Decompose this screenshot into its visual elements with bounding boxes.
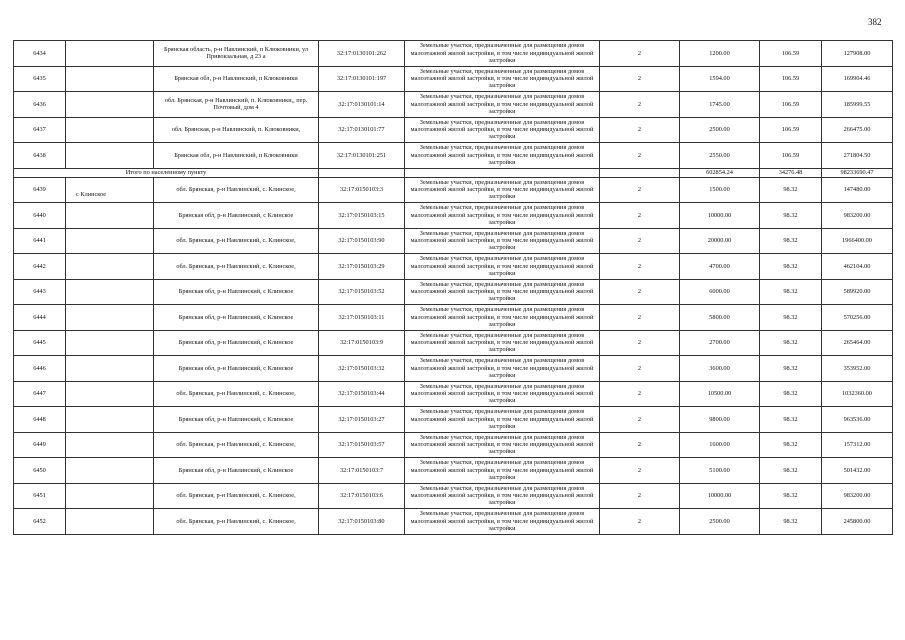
row-land-purpose: Земельные участки, предназначенные для размещения домов малоэтажной жилой застройки, в том числе индивидуальной жилой застройки [405,330,600,356]
total-area: 602854.24 [680,168,760,177]
row-address: обл. Брянская, р-н Навлинский, с. Клинское, [154,432,319,458]
row-category: 2 [600,92,680,118]
total-rate: 34276.48 [760,168,822,177]
total-empty-cat [600,168,680,177]
row-category: 2 [600,41,680,67]
row-empty-cell [66,458,154,484]
row-category: 2 [600,177,680,203]
row-area: 2500.00 [680,117,760,143]
row-land-purpose: Земельные участки, предназначенные для размещения домов малоэтажной жилой застройки, в том числе индивидуальной жилой застройки [405,509,600,535]
row-area: 1200.00 [680,41,760,67]
row-area: 6000.00 [680,279,760,305]
row-rate: 98.32 [760,407,822,433]
table-row [14,66,893,92]
row-address: Брянская обл, р-н Навлинский, с Клинское [154,356,319,382]
table-row [14,279,893,305]
row-number: 6440 [14,203,66,229]
row-rate: 98.32 [760,509,822,535]
row-cadastral-number: 32:17:0150103:11 [319,305,405,331]
row-rate: 98.32 [760,356,822,382]
row-address: Брянская обл, р-н Навлинский, с Клинское [154,458,319,484]
row-cadastral-value: 265464.00 [822,330,893,356]
row-empty-cell [66,41,154,67]
row-category: 2 [600,356,680,382]
row-empty-cell [66,66,154,92]
row-area: 20000.00 [680,228,760,254]
row-empty-cell [66,330,154,356]
row-area: 1745.00 [680,92,760,118]
row-rate: 106.59 [760,66,822,92]
row-category: 2 [600,458,680,484]
row-empty-cell [66,203,154,229]
row-area: 1500.00 [680,177,760,203]
row-cadastral-value: 245800.00 [822,509,893,535]
row-number: 6451 [14,483,66,509]
row-number: 6450 [14,458,66,484]
row-category: 2 [600,483,680,509]
row-rate: 98.32 [760,177,822,203]
locality-label: с Клинское [76,191,107,198]
row-area: 4700.00 [680,254,760,280]
table-row [14,381,893,407]
row-number: 6437 [14,117,66,143]
row-land-purpose: Земельные участки, предназначенные для размещения домов малоэтажной жилой застройки, в том числе индивидуальной жилой застройки [405,117,600,143]
row-land-purpose: Земельные участки, предназначенные для размещения домов малоэтажной жилой застройки, в том числе индивидуальной жилой застройки [405,279,600,305]
row-cadastral-number: 32:17:0150103:57 [319,432,405,458]
row-empty-cell [66,483,154,509]
row-category: 2 [600,432,680,458]
table-row [14,330,893,356]
row-area: 10500.00 [680,381,760,407]
row-area: 2500.00 [680,509,760,535]
row-area: 1594.00 [680,66,760,92]
row-land-purpose: Земельные участки, предназначенные для размещения домов малоэтажной жилой застройки, в том числе индивидуальной жилой застройки [405,203,600,229]
row-empty-cell [66,228,154,254]
row-address: Брянская обл, р-н Навлинский, с Клинское [154,330,319,356]
row-land-purpose: Земельные участки, предназначенные для размещения домов малоэтажной жилой застройки, в том числе индивидуальной жилой застройки [405,177,600,203]
row-cadastral-number: 32:17:0150103:44 [319,381,405,407]
row-address: обл. Брянская, р-н Навлинский, с. Клинское, [154,509,319,535]
row-cadastral-number: 32:17:0150103:3 [319,177,405,203]
row-rate: 106.59 [760,117,822,143]
row-category: 2 [600,117,680,143]
total-value: 98233690.47 [822,168,893,177]
row-area: 1600.00 [680,432,760,458]
row-number: 6447 [14,381,66,407]
row-area: 9800.00 [680,407,760,433]
row-empty-cell [66,254,154,280]
row-rate: 106.59 [760,92,822,118]
table-row [14,228,893,254]
row-cadastral-value: 501432.00 [822,458,893,484]
row-category: 2 [600,381,680,407]
row-empty-cell [66,143,154,169]
row-land-purpose: Земельные участки, предназначенные для размещения домов малоэтажной жилой застройки, в том числе индивидуальной жилой застройки [405,66,600,92]
row-number: 6452 [14,509,66,535]
row-area: 3600.00 [680,356,760,382]
row-empty-cell [66,407,154,433]
row-rate: 98.32 [760,381,822,407]
row-rate: 98.32 [760,228,822,254]
table-body-lower [14,177,893,534]
table-row [14,41,893,67]
row-number: 6443 [14,279,66,305]
row-address: Брянская обл, р-н Навлинский, с Клинское [154,279,319,305]
row-land-purpose: Земельные участки, предназначенные для размещения домов малоэтажной жилой застройки, в том числе индивидуальной жилой застройки [405,356,600,382]
row-address: Брянская обл, р-н Навлинский, с Клинское [154,407,319,433]
row-cadastral-value: 462104.00 [822,254,893,280]
row-number: 6444 [14,305,66,331]
row-land-purpose: Земельные участки, предназначенные для размещения домов малоэтажной жилой застройки, в том числе индивидуальной жилой застройки [405,41,600,67]
row-rate: 106.59 [760,143,822,169]
row-land-purpose: Земельные участки, предназначенные для размещения домов малоэтажной жилой застройки, в том числе индивидуальной жилой застройки [405,254,600,280]
row-number: 6436 [14,92,66,118]
table-row [14,407,893,433]
row-area: 2700.00 [680,330,760,356]
row-land-purpose: Земельные участки, предназначенные для размещения домов малоэтажной жилой застройки, в том числе индивидуальной жилой застройки [405,407,600,433]
table-row [14,483,893,509]
row-empty-cell [66,432,154,458]
row-rate: 98.32 [760,432,822,458]
table-row [14,509,893,535]
row-address: обл. Брянская, р-н Навлинский, с. Клинское, [154,254,319,280]
row-address: Брянская обл, р-н Навлинский, с Клинское [154,305,319,331]
row-area: 5800.00 [680,305,760,331]
table-row [14,432,893,458]
row-address: обл. Брянская, р-н Навлинский, с. Клинское, [154,177,319,203]
total-empty-purpose [405,168,600,177]
total-empty-cad [319,168,405,177]
row-category: 2 [600,203,680,229]
row-area: 10000.00 [680,483,760,509]
row-category: 2 [600,228,680,254]
row-cadastral-number: 32:17:0150103:90 [319,228,405,254]
row-land-purpose: Земельные участки, предназначенные для размещения домов малоэтажной жилой застройки, в том числе индивидуальной жилой застройки [405,143,600,169]
row-land-purpose: Земельные участки, предназначенные для размещения домов малоэтажной жилой застройки, в том числе индивидуальной жилой застройки [405,228,600,254]
table-row [14,356,893,382]
row-cadastral-number: 32:17:0150103:80 [319,509,405,535]
row-empty-cell [66,509,154,535]
row-land-purpose: Земельные участки, предназначенные для размещения домов малоэтажной жилой застройки, в том числе индивидуальной жилой застройки [405,458,600,484]
row-land-purpose: Земельные участки, предназначенные для размещения домов малоэтажной жилой застройки, в том числе индивидуальной жилой застройки [405,305,600,331]
row-number: 6434 [14,41,66,67]
row-cadastral-number: 32:17:0130101:262 [319,41,405,67]
table-row [14,254,893,280]
row-cadastral-number: 32:17:0150103:52 [319,279,405,305]
row-cadastral-value: 1966400.00 [822,228,893,254]
table-row [14,92,893,118]
row-cadastral-value: 353952.00 [822,356,893,382]
row-rate: 98.32 [760,305,822,331]
row-category: 2 [600,407,680,433]
row-cadastral-value: 127908.00 [822,41,893,67]
row-address: Брянская обл, р-н Навлинский, с Клинское [154,203,319,229]
row-address: обл. Брянская, р-н Навлинский, п. Клюковники,, пер. Почтовый, дом 4 [154,92,319,118]
row-cadastral-value: 266475.00 [822,117,893,143]
row-cadastral-number: 32:17:0150103:7 [319,458,405,484]
total-row [14,168,893,177]
row-number: 6448 [14,407,66,433]
table-total-section [14,168,893,177]
row-address: обл. Брянская, р-н Навлинский, с. Клинское, [154,483,319,509]
table-row [14,458,893,484]
row-land-purpose: Земельные участки, предназначенные для размещения домов малоэтажной жилой застройки, в том числе индивидуальной жилой застройки [405,432,600,458]
total-label: Итого по населенному пункту [14,168,319,177]
row-cadastral-value: 147480.00 [822,177,893,203]
row-cadastral-value: 983200.00 [822,483,893,509]
row-empty-cell [66,305,154,331]
row-area: 5100.00 [680,458,760,484]
row-cadastral-value: 570256.00 [822,305,893,331]
row-rate: 98.32 [760,203,822,229]
row-cadastral-number: 32:17:0150103:9 [319,330,405,356]
row-address: Брянская область, р-н Навлинский, п Клюковники, ул Привокзальная, д 23 а [154,41,319,67]
table-body-upper [14,41,893,169]
row-land-purpose: Земельные участки, предназначенные для размещения домов малоэтажной жилой застройки, в том числе индивидуальной жилой застройки [405,381,600,407]
row-category: 2 [600,330,680,356]
row-category: 2 [600,305,680,331]
row-number: 6442 [14,254,66,280]
row-cadastral-value: 169904.46 [822,66,893,92]
row-rate: 98.32 [760,254,822,280]
row-number: 6438 [14,143,66,169]
row-cadastral-value: 1032360.00 [822,381,893,407]
row-cadastral-number: 32:17:0130101:197 [319,66,405,92]
row-rate: 98.32 [760,483,822,509]
row-category: 2 [600,66,680,92]
row-empty-cell [66,279,154,305]
row-address: Брянская обл, р-н Навлинский, п Клюковники [154,66,319,92]
row-cadastral-number: 32:17:0150103:29 [319,254,405,280]
row-category: 2 [600,279,680,305]
row-empty-cell [66,381,154,407]
row-category: 2 [600,143,680,169]
row-cadastral-value: 185999.55 [822,92,893,118]
row-number: 6446 [14,356,66,382]
table-row [14,177,893,203]
row-land-purpose: Земельные участки, предназначенные для размещения домов малоэтажной жилой застройки, в том числе индивидуальной жилой застройки [405,92,600,118]
row-address: обл. Брянская, р-н Навлинский, п. Клюковники, [154,117,319,143]
row-address: Брянская обл, р-н Навлинский, п Клюковники [154,143,319,169]
row-number: 6435 [14,66,66,92]
row-category: 2 [600,509,680,535]
row-category: 2 [600,254,680,280]
row-rate: 98.32 [760,279,822,305]
row-cadastral-number: 32:17:0130101:77 [319,117,405,143]
row-cadastral-number: 32:17:0150103:6 [319,483,405,509]
row-number: 6445 [14,330,66,356]
row-number: 6439 [14,177,66,203]
row-cadastral-number: 32:17:0150103:15 [319,203,405,229]
row-empty-cell [66,117,154,143]
row-land-purpose: Земельные участки, предназначенные для размещения домов малоэтажной жилой застройки, в том числе индивидуальной жилой застройки [405,483,600,509]
row-cadastral-value: 271804.50 [822,143,893,169]
row-number: 6449 [14,432,66,458]
table-row [14,117,893,143]
row-rate: 106.59 [760,41,822,67]
row-cadastral-value: 589920.00 [822,279,893,305]
row-cadastral-value: 983200.00 [822,203,893,229]
row-area: 10000.00 [680,203,760,229]
row-address: обл. Брянская, р-н Навлинский, с. Клинское, [154,381,319,407]
row-cadastral-number: 32:17:0150103:27 [319,407,405,433]
row-cadastral-value: 963536.00 [822,407,893,433]
row-rate: 98.32 [760,458,822,484]
table-row [14,203,893,229]
page-number: 382 [868,17,882,27]
row-area: 2550.00 [680,143,760,169]
row-empty-cell [66,177,154,203]
table-row [14,143,893,169]
row-cadastral-number: 32:17:0130101:14 [319,92,405,118]
row-address: обл. Брянская, р-н Навлинский, с. Клинское, [154,228,319,254]
row-cadastral-number: 32:17:0130101:251 [319,143,405,169]
row-empty-cell [66,92,154,118]
row-rate: 98.32 [760,330,822,356]
row-cadastral-number: 32:17:0150103:32 [319,356,405,382]
row-number: 6441 [14,228,66,254]
land-registry-table [13,40,893,535]
table-row [14,305,893,331]
row-empty-cell [66,356,154,382]
row-cadastral-value: 157312.00 [822,432,893,458]
